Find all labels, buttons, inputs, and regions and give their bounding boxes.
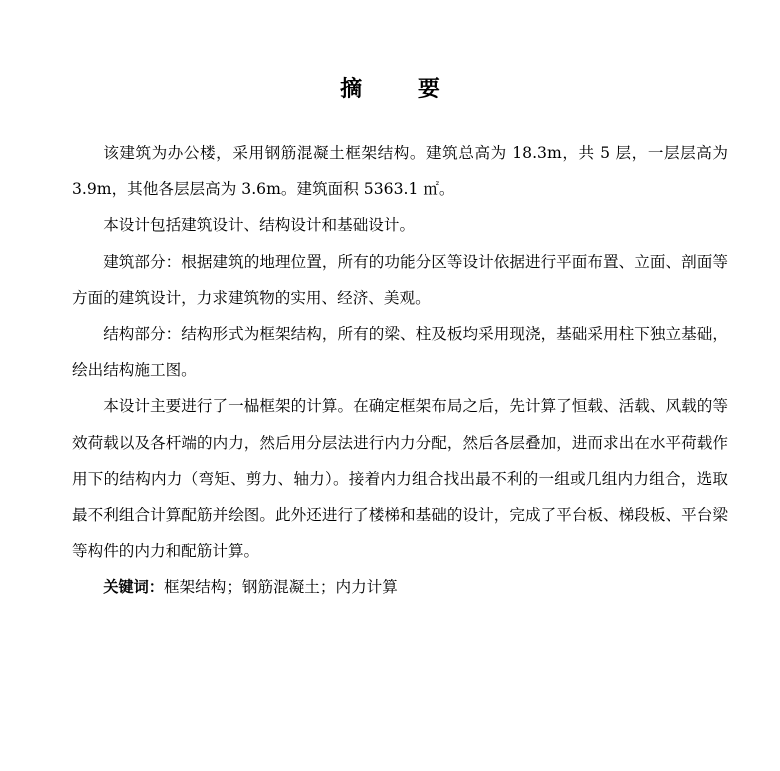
abstract-title: 摘 要: [340, 76, 464, 102]
abstract-paragraph-building-overview: 该建筑为办公楼，采用钢筋混凝土框架结构。建筑总高为 18.3m，共 5 层，一层层高为 3.9m，其他各层层高为 3.6m。建筑面积 5363.1 ㎡。: [72, 144, 728, 199]
abstract-paragraph-design-scope: 本设计包括建筑设计、结构设计和基础设计。: [103, 216, 416, 235]
keywords-value: 框架结构；钢筋混凝土；内力计算: [163, 578, 398, 597]
keywords-label: 关键词：: [103, 578, 164, 597]
keywords-line: [72, 569, 728, 605]
abstract-paragraph-calculation: 本设计主要进行了一榀框架的计算。在确定框架布局之后，先计算了恒载、活载、风载的等效荷载以及各杆端的内力，然后用分层法进行内力分配，然后各层叠加，进而求出在水平荷载作用下的结构内力（弯矩、剪力、轴力）。接着内力组合找出最不利的一组或几组内力组合，选取最不利组合计算配筋并绘图。此外还进行了楼梯和基础的设计，完成了平台板、梯段板、平台梁等构件的内力和配筋计算。: [72, 397, 728, 561]
abstract-paragraph-structure: 结构部分：结构形式为框架结构，所有的梁、柱及板均采用现浇，基础采用柱下独立基础，绘出结构施工图。: [72, 325, 728, 380]
abstract-paragraph-architecture: 建筑部分：根据建筑的地理位置，所有的功能分区等设计依据进行平面布置、立面、剖面等方面的建筑设计，力求建筑物的实用、经济、美观。: [72, 252, 728, 307]
abstract-body: [72, 135, 728, 606]
